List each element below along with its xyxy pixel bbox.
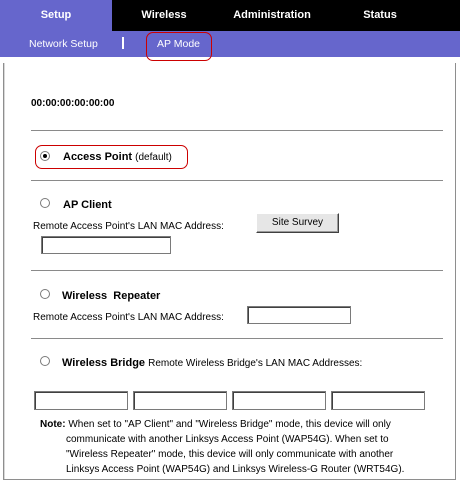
ap-mode-highlight [146,32,212,61]
repeater-mac-label: Remote Access Point's LAN MAC Address: [33,312,224,323]
note-line-2: communicate with another Linksys Access Point (WAP54G). When set to [66,434,389,445]
note-line-1: When set to "AP Client" and "Wireless Bridge" mode, this device will only [68,419,391,430]
main-tab-bar [0,0,460,31]
bridge-mac-label: Remote Wireless Bridge's LAN MAC Addresses: [148,358,363,369]
repeater-mac-input[interactable] [247,306,351,324]
tab-status[interactable]: Status [363,9,397,21]
bridge-label: Wireless Bridge [62,357,146,369]
sub-tab-bar [0,31,460,57]
bridge-mac-input-4[interactable] [331,391,425,410]
tab-setup[interactable]: Setup [0,0,112,31]
access-point-default-note: (default) [135,152,172,163]
ap-client-label: AP Client [63,199,112,211]
divider [31,338,443,340]
ap-client-radio[interactable] [40,198,50,208]
subtab-separator [122,37,124,49]
bridge-mac-input-1[interactable] [34,391,128,410]
ap-client-mac-input[interactable] [41,236,171,254]
bridge-mac-input-3[interactable] [232,391,326,410]
subtab-network-setup[interactable]: Network Setup [29,38,98,50]
divider [31,180,443,182]
access-point-highlight [35,145,188,169]
bridge-mac-input-2[interactable] [133,391,227,410]
bridge-option [62,357,362,369]
tab-administration[interactable]: Administration [233,9,311,21]
ap-client-mac-label: Remote Access Point's LAN MAC Address: [33,221,224,232]
bridge-radio[interactable] [40,356,50,366]
divider [31,270,443,272]
site-survey-button[interactable]: Site Survey [256,213,339,233]
mode-note [40,417,438,477]
note-line-3: "Wireless Repeater" mode, this device will only communicate with another [66,449,394,460]
access-point-label: Access Point [63,151,133,163]
mac-address: 00:00:00:00:00:00 [31,98,115,109]
repeater-radio[interactable] [40,289,50,299]
note-label: Note: [40,419,66,430]
repeater-label: Wireless Repeater [62,290,161,302]
divider [31,130,443,132]
tab-wireless[interactable]: Wireless [141,9,187,21]
subtab-ap-mode[interactable]: AP Mode [157,38,200,50]
note-line-4: Linksys Access Point (WAP54G) and Linksys Wireless-G Router (WRT54G). [66,464,405,475]
ap-client-option [63,199,112,211]
repeater-option [62,290,160,302]
